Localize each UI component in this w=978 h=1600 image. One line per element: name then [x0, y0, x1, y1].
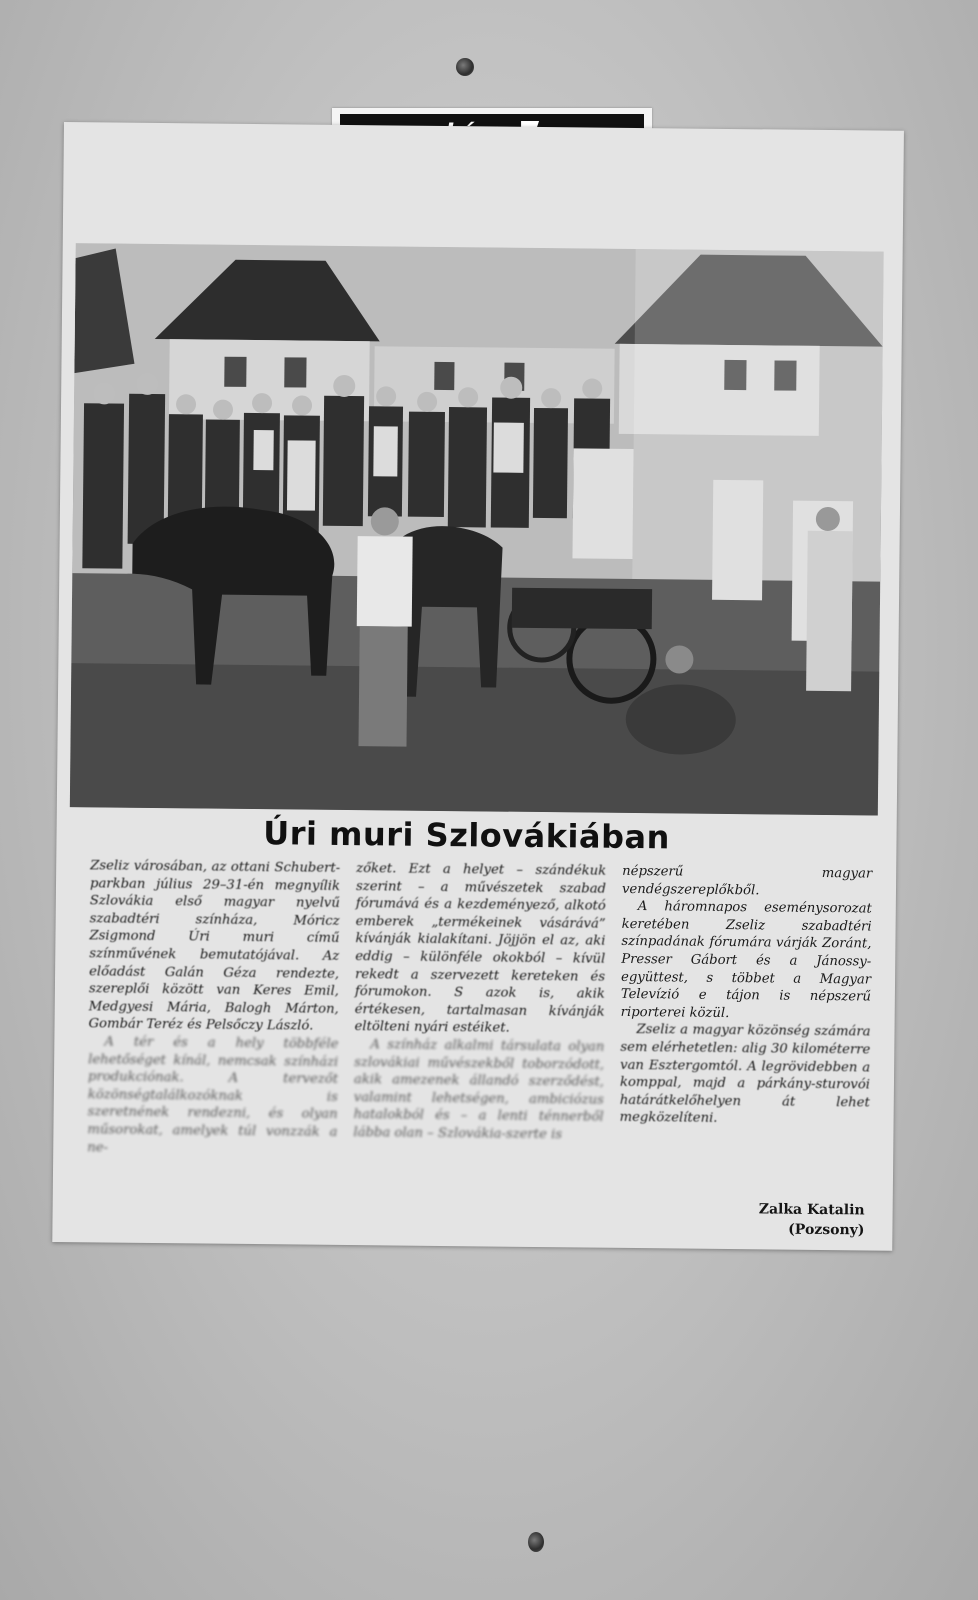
column-1-paragraph-1: Zseliz városában, az ottani Schubert-parkban július 29–31-én megnyílik Szlovákia első magyar nyelvű szabadtéri színháza, Móricz Zsigmond Úri muri című színművének bemutatójával. Az előadást Galán Géza rendezte, szereplői között van Keres Emil, Medgyesi Mária, Balogh Márton, Gombár Teréz és Pelsőczy László. [88, 858, 341, 1035]
group-photo-illustration [70, 243, 884, 815]
newspaper-clipping [52, 122, 904, 1251]
byline-author: Zalka Katalin [758, 1201, 865, 1219]
pushpin-bottom-icon [528, 1532, 544, 1552]
column-3-paragraph-2: A háromnapos eseménysorozat keretében Zseliz szabadtéri színpadának fórumára várják Zoránt, Presser Gábort és a Jánossy-együttest, s többet a Magyar Televízió e tájon is népszerű riporterei közül. [620, 899, 872, 1021]
group-photo [70, 243, 884, 815]
man-shirt [357, 536, 413, 627]
byline-place: (Pozsony) [788, 1221, 865, 1239]
pushpin-top-icon [456, 58, 474, 76]
column-2-paragraph-1: zőket. Ezt a helyet – szándékuk szerint – a művészetek szabad fórumává és a kezdeményező, alkotó emberek „termékeinek vásárává” kívánják kialakítani. Jöjjön el az, aki eddig – különféle okokból – kívül rekedt a szervezett kereteken és fórumokon. S azok is, akik értékesen, tartalmasan kívánják eltölteni nyári estéiket. [354, 861, 607, 1037]
article-byline [758, 1199, 864, 1240]
column-3-paragraph-1: népszerű magyar vendégszereplőkből. [621, 863, 873, 898]
column-3-paragraph-3: Zseliz a magyar közönség számára sem elérhetetlen: alig 30 kilométerre van Esztergomtól. A legrövidebben a komppal, majd a párkány-sturovói határátkelőhelyen át lehet megközelíteni. [619, 1022, 871, 1127]
article-column-1 [87, 857, 340, 1159]
article-column-3 [620, 863, 873, 1130]
column-1-paragraph-2: A tér és a hely többféle lehetőséget kínál, nemcsak színházi produkciónak. A tervezőt közönségtalálkozóknak is szeretnének rendezni, és olyan műsorokat, amelyek túl vonzzák a ne- [87, 1034, 339, 1156]
article-headline: Úri muri Szlovákiában [263, 814, 671, 857]
article-column-2 [353, 860, 606, 1144]
column-2-paragraph-2: A színház alkalmi társulata olyan szlovákiai művészekből toborzódott, akik amezenek állandó szerződést, valamint lehetségen, ambiciózus hatalokból és – a lenti ténnerből lábba olan – Szlovákia-szerte is [353, 1037, 605, 1143]
